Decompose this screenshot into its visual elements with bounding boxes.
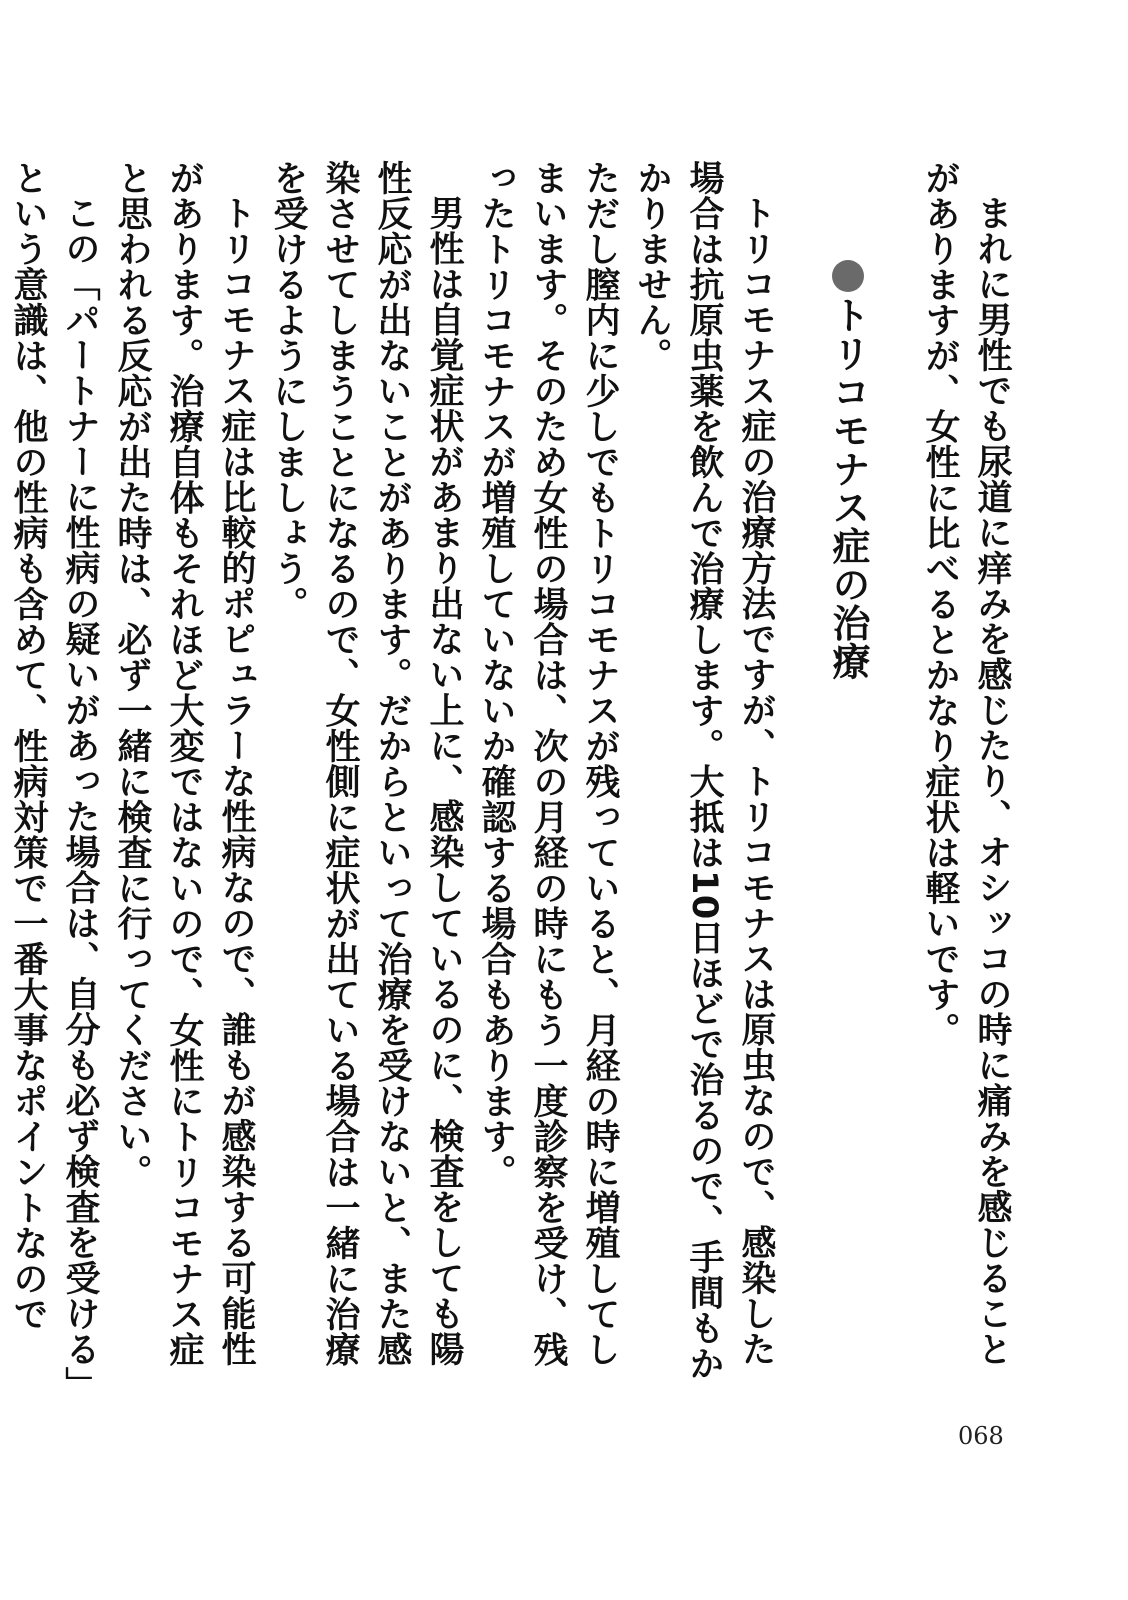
paragraph-6: この「パートナーに性病の疑いがあった場合は、自分も必ず検査を受ける」という意識は、他の性病も含めて、性病対策で一番大事なポイントなので (8, 160, 100, 1385)
paragraph-3: ただし膣内に少しでもトリコモナスが残っていると、月経の時に増殖してしまいます。そのため女性の場合は、次の月経の時にもう一度診察を受け、残ったトリコモナスが増殖していないか確認する場合もあります。 (476, 160, 620, 1367)
page-body (0, 160, 1018, 1400)
paragraph-2: トリコモナス症の治療方法ですが、トリコモナスは原虫なので、感染した場合は抗原虫薬を飲んで治療します。大抵は10日ほどで治るので、手間もかかりません。 (632, 160, 776, 1382)
section-heading-text: トリコモナス症の治療 (826, 295, 870, 681)
page-number: 068 (958, 1422, 1004, 1450)
circle-bullet-icon (832, 260, 864, 292)
paragraph-1: まれに男性でも尿道に痒みを感じたり、オシッコの時に痛みを感じることがありますが、女性に比べるとかなり症状は軽いです。 (920, 160, 1012, 1367)
section-heading (822, 160, 874, 1400)
paragraph-4: 男性は自覚症状があまり出ない上に、感染しているのに、検査をしても陽性反応が出ないことがあります。だからといって治療を受けないと、また感染させてしまうことになるので、女性側に症状が出ている場合は一緒に治療を受けるようにしましょう。 (268, 160, 464, 1367)
paragraph-5: トリコモナス症は比較的ポピュラーな性病なので、誰もが感染する可能性があります。治療自体もそれほど大変ではないので、女性にトリコモナス症と思われる反応が出た時は、必ず一緒に検査に行ってください。 (112, 160, 256, 1367)
